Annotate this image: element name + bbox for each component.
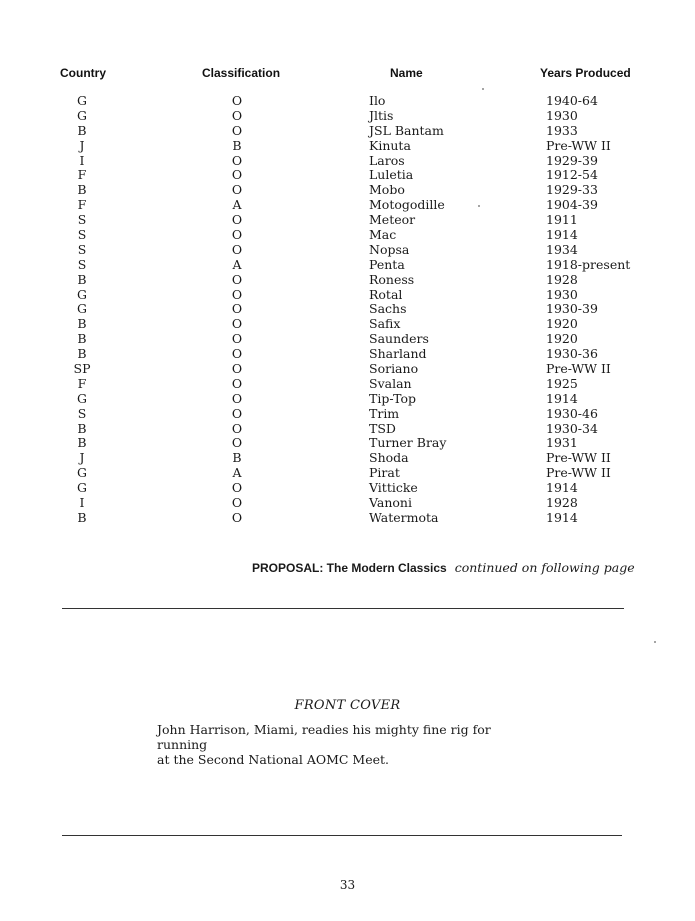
country-cell: B — [77, 122, 87, 138]
country-cell: S — [77, 405, 87, 421]
years-produced-cell: 1920 — [546, 331, 578, 347]
years-produced-cell: 1914 — [546, 227, 578, 243]
country-cell: B — [77, 420, 87, 436]
name-cell: Motogodille — [369, 197, 445, 213]
classification-cell: A — [232, 256, 242, 272]
classification-cell: O — [231, 375, 243, 391]
years-produced-cell: Pre-WW II — [546, 137, 611, 153]
years-produced-cell: 1930-36 — [546, 346, 598, 362]
classification-cell: B — [232, 450, 242, 466]
table-row — [0, 392, 695, 407]
classification-cell: O — [231, 241, 243, 257]
country-cell: J — [79, 137, 85, 153]
classification-cell: O — [231, 346, 243, 362]
classification-cell: O — [231, 167, 243, 183]
table-row — [0, 347, 695, 362]
front-cover-caption-line: John Harrison, Miami, readies his mighty fine rig for running — [157, 722, 491, 752]
country-cell: I — [79, 495, 85, 511]
years-produced-cell: 1925 — [546, 375, 578, 391]
country-cell: G — [77, 465, 87, 481]
front-cover-heading: FRONT COVER — [294, 698, 401, 713]
years-produced-cell: Pre-WW II — [546, 361, 611, 377]
years-produced-cell: Pre-WW II — [546, 465, 611, 481]
divider-top — [62, 608, 624, 609]
table-row — [0, 436, 695, 451]
classification-cell: O — [231, 435, 243, 451]
classification-cell: O — [231, 420, 243, 436]
table-row — [0, 94, 695, 109]
divider-bottom — [62, 835, 622, 836]
proposal-continued-note: continued on following page — [454, 560, 635, 575]
paper-speck — [478, 205, 480, 207]
name-cell: Laros — [369, 152, 405, 168]
table-row — [0, 332, 695, 347]
classification-cell: B — [232, 137, 242, 153]
name-cell: Safix — [369, 316, 401, 332]
classification-cell: O — [231, 122, 243, 138]
country-cell: G — [77, 93, 87, 108]
page-number: 33 — [339, 878, 356, 892]
table-row — [0, 258, 695, 273]
years-produced-cell: 1912-54 — [546, 167, 598, 183]
country-cell: B — [77, 182, 87, 198]
country-cell: G — [77, 390, 87, 406]
classification-cell: O — [231, 182, 243, 198]
country-cell: J — [79, 450, 85, 466]
classification-cell: O — [231, 107, 243, 123]
table-row — [0, 422, 695, 437]
classification-cell: O — [231, 390, 243, 406]
name-cell: Soriano — [369, 361, 419, 377]
years-produced-cell: 1918-present — [546, 256, 631, 272]
name-cell: Shoda — [369, 450, 409, 466]
years-produced-cell: 1920 — [546, 316, 578, 332]
table-row — [0, 288, 695, 303]
column-header-years-produced: Years Produced — [540, 66, 631, 80]
name-cell: Svalan — [369, 375, 412, 391]
years-produced-cell: 1914 — [546, 480, 578, 496]
country-cell: B — [77, 435, 87, 451]
classification-cell: O — [231, 271, 243, 287]
name-cell: Pirat — [369, 465, 400, 481]
table-row — [0, 377, 695, 392]
years-produced-cell: 1929-39 — [546, 152, 598, 168]
front-cover-caption — [157, 722, 537, 767]
table-row — [0, 466, 695, 481]
name-cell: Vitticke — [369, 480, 418, 496]
country-cell: B — [77, 331, 87, 347]
proposal-title: PROPOSAL: The Modern Classics — [252, 561, 447, 575]
years-produced-cell: 1933 — [546, 122, 578, 138]
years-produced-cell: 1904-39 — [546, 197, 598, 213]
table-row — [0, 362, 695, 377]
classification-cell: O — [231, 331, 243, 347]
engine-table-body — [0, 94, 695, 526]
name-cell: JSL Bantam — [369, 122, 444, 138]
years-produced-cell: 1934 — [546, 241, 578, 257]
classification-cell: O — [231, 316, 243, 332]
years-produced-cell: 1930-46 — [546, 405, 598, 421]
column-header-classification: Classification — [202, 66, 281, 80]
classification-cell: O — [231, 509, 243, 525]
name-cell: Trim — [369, 405, 400, 421]
classification-cell: O — [231, 286, 243, 302]
classification-cell: O — [231, 361, 243, 377]
name-cell: Luletia — [369, 167, 414, 183]
paper-speck — [654, 641, 656, 643]
classification-cell: O — [231, 480, 243, 496]
years-produced-cell: 1930-34 — [546, 420, 598, 436]
classification-cell: A — [232, 197, 242, 213]
country-cell: B — [77, 509, 87, 525]
name-cell: Meteor — [369, 212, 416, 228]
name-cell: Roness — [369, 271, 415, 287]
name-cell: Penta — [369, 256, 405, 272]
classification-cell: O — [231, 405, 243, 421]
years-produced-cell: 1929-33 — [546, 182, 598, 198]
table-row — [0, 481, 695, 496]
table-row — [0, 198, 695, 213]
name-cell: Jltis — [369, 107, 394, 123]
years-produced-cell: 1914 — [546, 509, 578, 525]
table-row — [0, 124, 695, 139]
country-cell: G — [77, 107, 87, 123]
table-row — [0, 317, 695, 332]
classification-cell: O — [231, 301, 243, 317]
country-cell: F — [77, 197, 87, 213]
years-produced-cell: 1940-64 — [546, 93, 598, 108]
table-row — [0, 139, 695, 154]
years-produced-cell: 1930 — [546, 107, 578, 123]
name-cell: Vanoni — [369, 495, 412, 511]
country-cell: G — [77, 301, 87, 317]
front-cover-caption-line: at the Second National AOMC Meet. — [157, 752, 390, 767]
country-cell: B — [77, 346, 87, 362]
country-cell: G — [77, 480, 87, 496]
table-row — [0, 273, 695, 288]
name-cell: Mac — [369, 227, 397, 243]
table-row — [0, 213, 695, 228]
name-cell: Sharland — [369, 346, 427, 362]
table-row — [0, 168, 695, 183]
classification-cell: A — [232, 465, 242, 481]
table-row — [0, 451, 695, 466]
table-row — [0, 154, 695, 169]
country-cell: B — [77, 316, 87, 332]
years-produced-cell: 1930-39 — [546, 301, 598, 317]
name-cell: Mobo — [369, 182, 405, 198]
name-cell: Nopsa — [369, 241, 410, 257]
country-cell: F — [77, 375, 87, 391]
country-cell: S — [77, 227, 87, 243]
table-row — [0, 228, 695, 243]
country-cell: B — [77, 271, 87, 287]
table-row — [0, 496, 695, 511]
country-cell: I — [79, 152, 85, 168]
classification-cell: O — [231, 212, 243, 228]
table-row — [0, 302, 695, 317]
classification-cell: O — [231, 152, 243, 168]
country-cell: SP — [73, 361, 91, 377]
paper-speck — [482, 88, 484, 90]
name-cell: Ilo — [369, 93, 386, 108]
name-cell: Saunders — [369, 331, 429, 347]
classification-cell: O — [231, 495, 243, 511]
name-cell: Rotal — [369, 286, 403, 302]
table-row — [0, 243, 695, 258]
years-produced-cell: 1928 — [546, 495, 578, 511]
name-cell: TSD — [369, 420, 396, 436]
years-produced-cell: 1911 — [546, 212, 578, 228]
table-row — [0, 511, 695, 526]
years-produced-cell: 1928 — [546, 271, 578, 287]
country-cell: F — [77, 167, 87, 183]
column-header-country: Country — [60, 66, 106, 80]
country-cell: S — [77, 212, 87, 228]
classification-cell: O — [231, 93, 243, 108]
name-cell: Turner Bray — [369, 435, 447, 451]
years-produced-cell: 1931 — [546, 435, 578, 451]
name-cell: Watermota — [369, 509, 439, 525]
table-row — [0, 407, 695, 422]
country-cell: S — [77, 241, 87, 257]
table-row — [0, 183, 695, 198]
country-cell: S — [77, 256, 87, 272]
name-cell: Sachs — [369, 301, 407, 317]
years-produced-cell: 1930 — [546, 286, 578, 302]
years-produced-cell: Pre-WW II — [546, 450, 611, 466]
table-row — [0, 109, 695, 124]
years-produced-cell: 1914 — [546, 390, 578, 406]
name-cell: Tip-Top — [369, 390, 417, 406]
country-cell: G — [77, 286, 87, 302]
proposal-footer — [252, 560, 635, 575]
name-cell: Kinuta — [369, 137, 411, 153]
column-header-name: Name — [390, 66, 423, 80]
classification-cell: O — [231, 227, 243, 243]
